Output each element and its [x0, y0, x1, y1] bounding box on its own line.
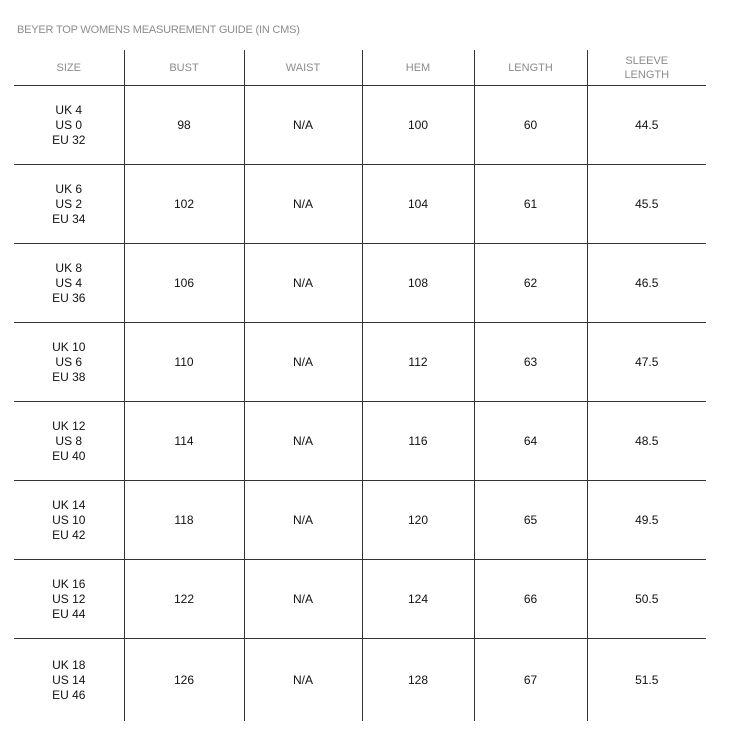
- size-cell: [14, 165, 124, 244]
- size-uk: UK 4: [55, 102, 83, 117]
- size-uk: UK 12: [52, 418, 86, 433]
- size-cell: [14, 86, 124, 165]
- length-cell: 64: [474, 402, 587, 481]
- length-cell: 67: [474, 639, 587, 722]
- table-row: [14, 86, 706, 165]
- bust-cell: 118: [124, 481, 244, 560]
- hem-cell: 104: [362, 165, 474, 244]
- size-eu: EU 44: [52, 606, 86, 621]
- size-eu: EU 36: [52, 290, 86, 305]
- bust-cell: 102: [124, 165, 244, 244]
- size-cell: [14, 560, 124, 639]
- size-uk: UK 16: [52, 576, 86, 591]
- length-cell: 63: [474, 323, 587, 402]
- sleeve-header-line-1: SLEEVE: [625, 54, 669, 67]
- table-row: [14, 402, 706, 481]
- column-header-hem: HEM: [362, 50, 474, 86]
- column-header-bust: BUST: [124, 50, 244, 86]
- table-row: [14, 481, 706, 560]
- waist-cell: N/A: [244, 481, 362, 560]
- sleeve-cell: 49.5: [587, 481, 706, 560]
- size-eu: EU 32: [52, 132, 86, 147]
- waist-cell: N/A: [244, 244, 362, 323]
- bust-cell: 106: [124, 244, 244, 323]
- length-cell: 61: [474, 165, 587, 244]
- length-cell: 66: [474, 560, 587, 639]
- size-cell: [14, 402, 124, 481]
- waist-cell: N/A: [244, 323, 362, 402]
- length-cell: 62: [474, 244, 587, 323]
- column-header-waist: WAIST: [244, 50, 362, 86]
- length-cell: 65: [474, 481, 587, 560]
- waist-cell: N/A: [244, 560, 362, 639]
- sleeve-cell: 51.5: [587, 639, 706, 722]
- hem-cell: 116: [362, 402, 474, 481]
- size-us: US 10: [52, 512, 86, 527]
- waist-cell: N/A: [244, 165, 362, 244]
- size-us: US 4: [55, 275, 83, 290]
- header-row: [14, 50, 706, 86]
- size-cell: [14, 481, 124, 560]
- size-eu: EU 34: [52, 211, 86, 226]
- table-row: [14, 244, 706, 323]
- size-cell: [14, 639, 124, 722]
- table-row: [14, 165, 706, 244]
- size-eu: EU 46: [52, 687, 86, 702]
- bust-cell: 110: [124, 323, 244, 402]
- measurement-table: [14, 50, 706, 721]
- size-us: US 12: [52, 591, 86, 606]
- bust-cell: 114: [124, 402, 244, 481]
- sleeve-cell: 45.5: [587, 165, 706, 244]
- page-title: BEYER TOP WOMENS MEASUREMENT GUIDE (IN CMS): [17, 24, 300, 36]
- size-uk: UK 14: [52, 497, 86, 512]
- column-header-length: LENGTH: [474, 50, 587, 86]
- size-us: US 2: [55, 196, 83, 211]
- waist-cell: N/A: [244, 86, 362, 165]
- size-cell: [14, 244, 124, 323]
- size-uk: UK 18: [52, 657, 86, 672]
- waist-cell: N/A: [244, 402, 362, 481]
- waist-cell: N/A: [244, 639, 362, 722]
- sleeve-cell: 50.5: [587, 560, 706, 639]
- table-row: [14, 323, 706, 402]
- hem-cell: 100: [362, 86, 474, 165]
- size-cell: [14, 323, 124, 402]
- hem-cell: 128: [362, 639, 474, 722]
- size-uk: UK 6: [55, 181, 83, 196]
- column-header-sleeve-length: [587, 50, 706, 86]
- bust-cell: 126: [124, 639, 244, 722]
- hem-cell: 112: [362, 323, 474, 402]
- hem-cell: 120: [362, 481, 474, 560]
- sleeve-cell: 48.5: [587, 402, 706, 481]
- table-row: [14, 560, 706, 639]
- size-us: US 14: [52, 672, 86, 687]
- hem-cell: 108: [362, 244, 474, 323]
- size-us: US 6: [55, 354, 83, 369]
- hem-cell: 124: [362, 560, 474, 639]
- sleeve-cell: 46.5: [587, 244, 706, 323]
- column-header-size: SIZE: [14, 50, 124, 86]
- sleeve-cell: 44.5: [587, 86, 706, 165]
- size-eu: EU 38: [52, 369, 86, 384]
- size-eu: EU 40: [52, 448, 86, 463]
- bust-cell: 122: [124, 560, 244, 639]
- size-uk: UK 8: [55, 260, 83, 275]
- sleeve-header-line-2: LENGTH: [624, 68, 670, 81]
- size-us: US 8: [55, 433, 83, 448]
- length-cell: 60: [474, 86, 587, 165]
- size-eu: EU 42: [52, 527, 86, 542]
- size-uk: UK 10: [52, 339, 86, 354]
- bust-cell: 98: [124, 86, 244, 165]
- table-row: [14, 639, 706, 722]
- size-us: US 0: [55, 117, 83, 132]
- sleeve-cell: 47.5: [587, 323, 706, 402]
